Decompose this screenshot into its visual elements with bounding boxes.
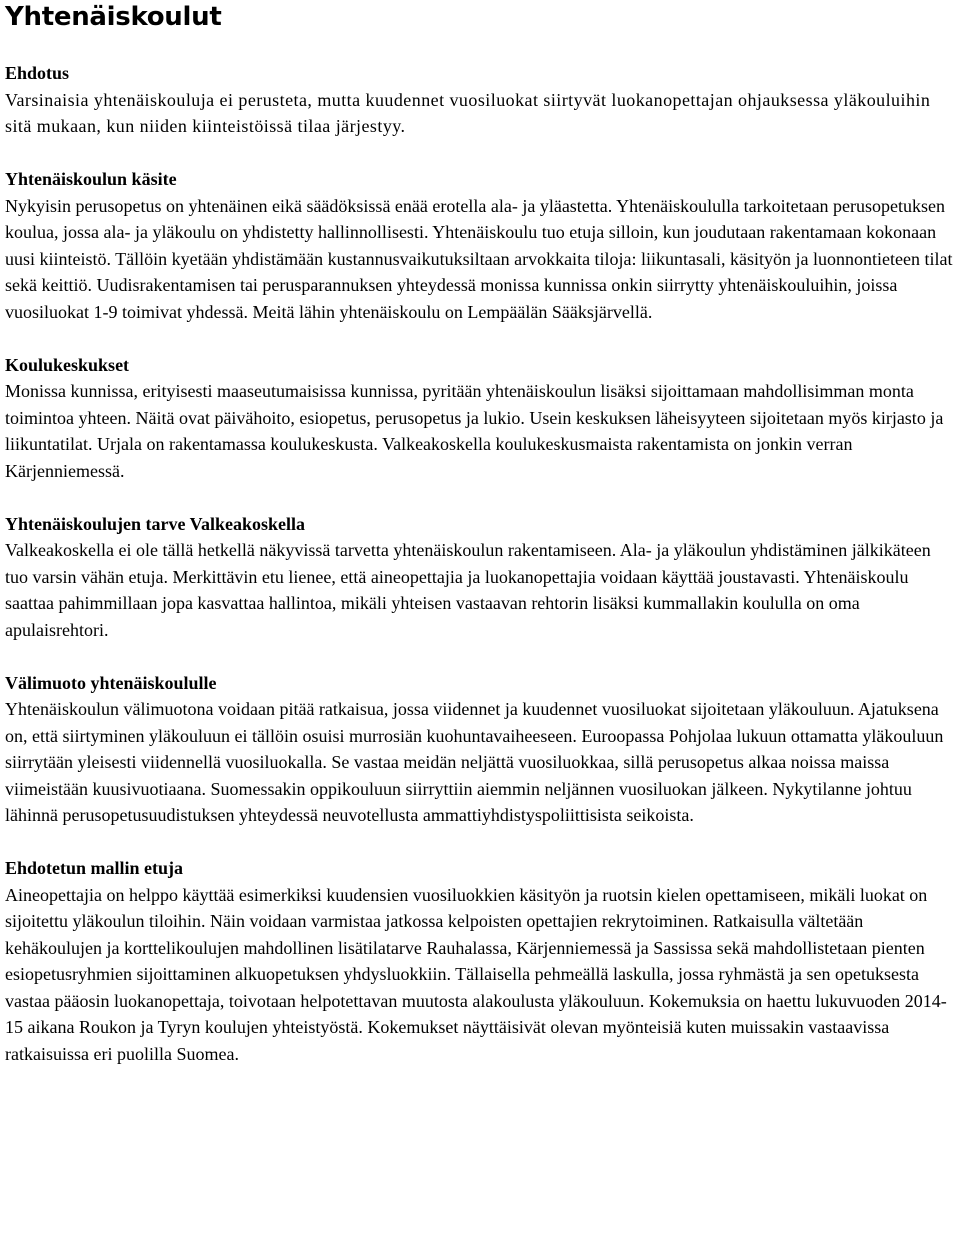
section-spacer	[5, 325, 958, 352]
section-body: Monissa kunnissa, erityisesti maaseutumaisissa kunnissa, pyritään yhtenäiskoulun lisäksi sijoittamaan mahdollisimman monta toimintoa yhteen. Näitä ovat päivähoito, esiopetus, perusopetus ja lukio. Usein keskuksen läheisyyteen sijoitetaan myös kirjasto ja liikuntatilat. Urjala on rakentamassa koulukeskusta. Valkeakoskella koulukeskusmaista rakentamista on jonkin verran Kärjenniemessä.	[5, 381, 944, 481]
section-heading: Ehdotus	[5, 63, 70, 83]
section-body: Aineopettajia on helppo käyttää esimerkiksi kuudensien vuosiluokkien käsityön ja ruotsin kielen opettamiseen, mikäli luokat on sijoitettu yläkoulun tiloihin. Näin voidaan varmistaa jatkossa kelpoisten opettajien rekrytoiminen. Ratkaisulla vältetään kehäkoulujen ja korttelikoulujen mahdollinen lisätilatarve Rauhalassa, Kärjenniemessä ja Sassissa sekä mahdollistetaan pienten esiopetusryhmien sijoittaminen alkuopetuksen yhdysluokkiin. Tällaisella pehmeällä laskulla, jossa ryhmästä ja sen opetuksesta vastaa pääosin luokanopettaja, toivotaan helpotettavan muutosta alakoulusta yläkouluun. Kokemuksia on haettu lukuvuoden 2014-15 aikana Roukon ja Tyryn koulujen yhteistyöstä. Kokemukset näyttäisivät olevan myönteisiä kuten muissakin vastaavissa ratkaisuissa eri puolilla Suomea.	[5, 884, 947, 1064]
section-heading: Yhtenäiskoulun käsite	[5, 169, 177, 189]
section-heading: Yhtenäiskoulujen tarve Valkeakoskella	[5, 513, 306, 534]
section-heading: Koulukeskukset	[5, 354, 130, 375]
page-title: Yhtenäiskoulut	[5, 2, 222, 32]
section-body: Valkeakoskella ei ole tällä hetkellä näkyvissä tarvetta yhtenäiskoulun rakentamiseen. Ala- ja yläkoulun yhdistäminen jälkikäteen tuo varsin vähän etuja. Merkittävin etu lienee, että aineopettajia ja luokanopettajia voidaan käyttää joustavasti. Yhtenäiskoulu saattaa pahimmillaan jopa kasvattaa hallintoa, mikäli yhteisen vastaavan rehtorin lisäksi kummallakin koululla on oma apulaisrehtori.	[5, 540, 931, 640]
section-body: Yhtenäiskoulun välimuotona voidaan pitää ratkaisua, jossa viidennet ja kuudennet vuosiluokat sijoitetaan yläkouluun. Ajatuksena on, että siirtyminen yläkouluun ei tällöin osuisi murrosiän kuohuntavaiheeseen. Euroopassa Pohjolaa lukuun ottamatta yläkouluun siirrytään yleisesti viidennellä vuosiluokalla. Se vastaa meidän neljättä vuosiluokkaa, sillä perusopetus alkaa noissa maissa viimeistään kuusivuotiaana. Suomessakin oppikouluun siirryttiin aiemmin neljännen vuosiluokan jälkeen. Nykytilanne johtuu lähinnä perusopetusuudistuksen yhteydessä neuvotellusta ammattiyhdistyspoliittisista seikoista.	[5, 699, 944, 825]
section-spacer	[5, 140, 958, 167]
section-heading: Välimuoto yhtenäiskoululle	[5, 672, 217, 693]
title-spacer	[5, 33, 958, 60]
section-spacer	[5, 484, 958, 511]
section-spacer	[5, 643, 958, 670]
section-ehdotetun-mallin-etuja	[5, 855, 958, 1067]
section-valimuoto	[5, 670, 958, 829]
section-spacer	[5, 829, 958, 856]
section-yhtenaiskoulujen-tarve	[5, 511, 958, 644]
section-heading: Ehdotetun mallin etuja	[5, 858, 184, 878]
section-koulukeskukset	[5, 352, 958, 485]
section-ehdotus	[5, 60, 958, 140]
section-yhtenaiskoulun-kasite	[5, 166, 958, 325]
section-body: Nykyisin perusopetus on yhtenäinen eikä säädöksissä enää erotella ala- ja yläastetta. Yhtenäiskoululla tarkoitetaan perusopetuksen koulua, jossa ala- ja yläkoulu on yhdistetty hallinnollisesti. Yhtenäiskoulu tuo etuja silloin, kun joudutaan rakentamaan kokonaan uusi kiinteistö. Tällöin kyetään yhdistämään kustannusvaikutuksiltaan arvokkaita tiloja: liikuntasali, käsityön ja luonnontieteen tilat sekä keittiö. Uudisrakentamisen tai perusparannuksen yhteydessä monissa kunnissa onkin siirrytty yhtenäiskouluihin, joissa vuosiluokat 1-9 toimivat yhdessä. Meitä lähin yhtenäiskoulu on Lempäälän Sääksjärvellä.	[5, 195, 953, 322]
section-body: Varsinaisia yhtenäiskouluja ei perusteta, mutta kuudennet vuosiluokat siirtyvät luokanopettajan ohjauksessa yläkouluihin sitä mukaan, kun niiden kiinteistöissä tilaa järjestyy.	[5, 89, 931, 136]
